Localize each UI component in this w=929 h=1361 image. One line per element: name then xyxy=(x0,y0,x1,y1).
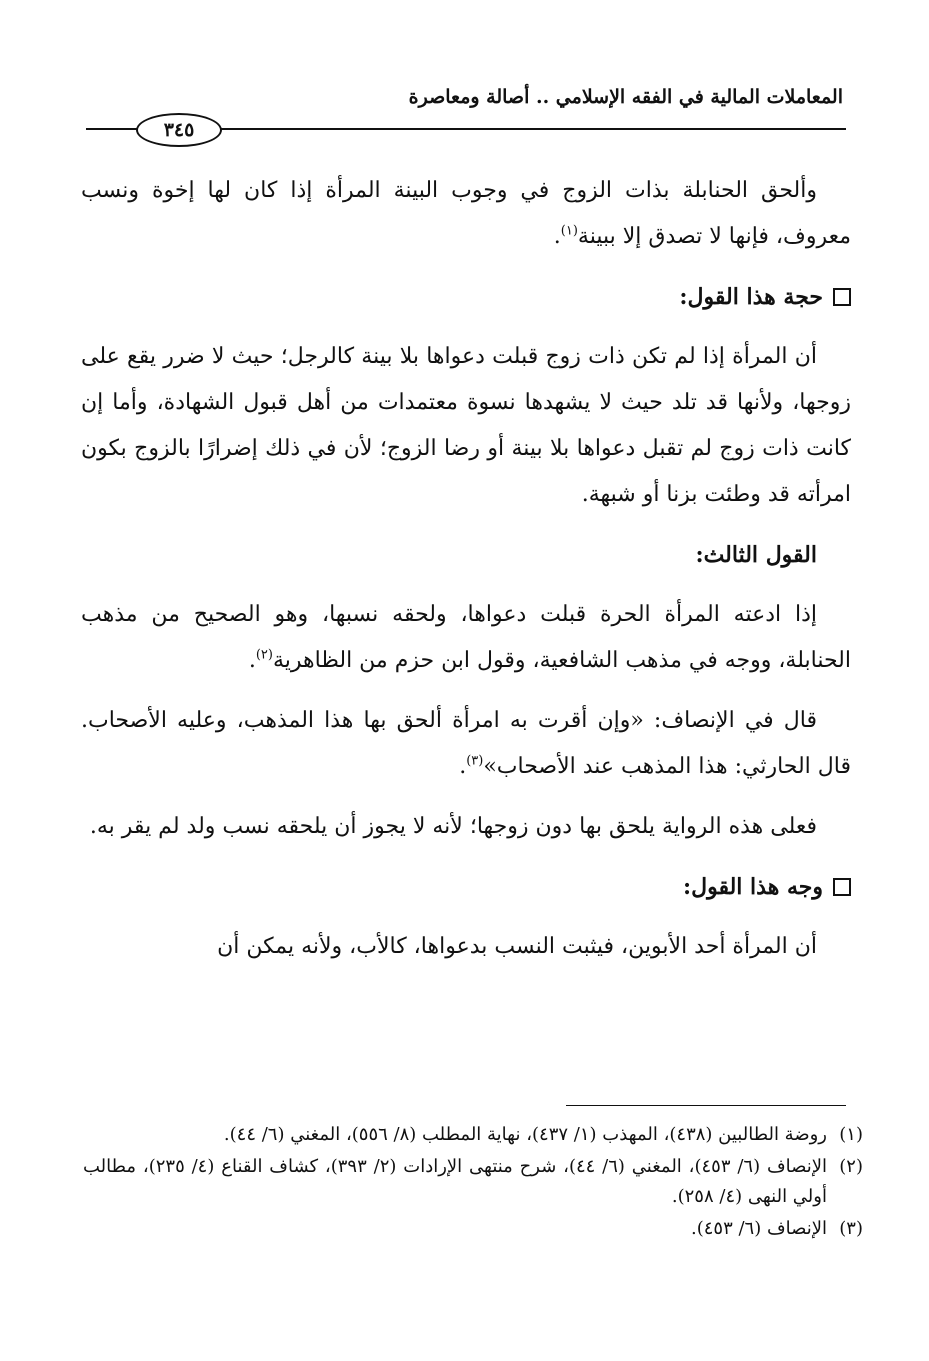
paragraph-3 xyxy=(81,592,851,684)
footnote-ref-3[interactable]: (٣) xyxy=(466,753,484,769)
section-heading-argument xyxy=(81,274,851,320)
section-heading-third-opinion xyxy=(81,532,851,578)
footnote-text: الإنصاف (٦/ ٤٥٣)، المغني (٦/ ٤٤)، شرح منتهى الإرادات (٢/ ٣٩٣)، كشاف القناع (٤/ ٢٣٥)، مطالب أولي النهى (٤/ ٢٥٨). xyxy=(83,1156,827,1207)
paragraph-3-text: إذا ادعته المرأة الحرة قبلت دعواها، ولحقه نسبها، وهو الصحيح من مذهب الحنابلة، ووجه في مذهب الشافعية، وقول ابن حزم من الظاهرية xyxy=(81,602,851,673)
paragraph-2: أن المرأة إذا لم تكن ذات زوج قبلت دعواها بلا بينة كالرجل؛ حيث لا ضرر يقع على زوجها، ولأنها قد تلد حيث لا يشهدها نسوة معتمدات من أهل قبول الشهادة، وأما إن كانت ذات زوج لم تقبل دعواها بلا بينة أو رضا الزوج؛ لأن في ذلك إضرارًا بالزوج بكون امرأته قد وطئت بزنا أو شبهة. xyxy=(81,344,851,507)
footnote-text: روضة الطالبين (٤٣٨)، المهذب (١/ ٤٣٧)، نهاية المطلب (٨/ ٥٥٦)، المغني (٦/ ٤٤). xyxy=(223,1124,827,1145)
paragraph-4 xyxy=(81,698,851,790)
paragraph-6: أن المرأة أحد الأبوين، فيثبت النسب بدعواها، كالأب، ولأنه يمكن أن xyxy=(217,934,817,959)
paragraph-3-end: . xyxy=(248,648,256,673)
checkbox-square-icon xyxy=(833,878,851,896)
running-title: المعاملات المالية في الفقه الإسلامي .. أصالة ومعاصرة xyxy=(408,86,843,108)
footnote-text: الإنصاف (٦/ ٤٥٣). xyxy=(690,1218,827,1239)
footnote-ref-1[interactable]: (١) xyxy=(560,223,578,239)
paragraph-4-text: قال في الإنصاف: «وإن أقرت به امرأة ألحق بها هذا المذهب، وعليه الأصحاب. قال الحارثي: هذا المذهب عند الأصحاب» xyxy=(81,708,851,779)
section-heading-reasoning xyxy=(81,864,851,910)
footnote-3 xyxy=(83,1214,863,1244)
footnote-number: (٢) xyxy=(839,1156,863,1177)
footnote-separator xyxy=(566,1105,846,1106)
checkbox-square-icon xyxy=(833,288,851,306)
footnote-number: (٣) xyxy=(839,1218,863,1239)
paragraph-4-end: . xyxy=(459,754,467,779)
section-heading-third-opinion-text: القول الثالث: xyxy=(695,542,817,568)
paragraph-1 xyxy=(81,168,851,260)
footnotes xyxy=(83,1120,863,1246)
paragraph-5: فعلى هذه الرواية يلحق بها دون زوجها؛ لأنه لا يجوز أن يلحقه نسب ولد لم يقر به. xyxy=(89,814,817,839)
section-heading-argument-text: حجة هذا القول: xyxy=(679,284,823,310)
section-heading-reasoning-text: وجه هذا القول: xyxy=(682,874,823,900)
footnote-2 xyxy=(83,1152,863,1212)
footnote-1 xyxy=(83,1120,863,1150)
footnote-number: (١) xyxy=(839,1124,863,1145)
body-text xyxy=(81,168,851,984)
footnote-ref-2[interactable]: (٢) xyxy=(255,647,273,663)
page-number: ٣٤٥ xyxy=(136,113,222,147)
paragraph-1-end: . xyxy=(553,224,561,249)
paragraph-1-text: وألحق الحنابلة بذات الزوج في وجوب البينة المرأة إذا كان لها إخوة ونسب معروف، فإنها لا تصدق إلا ببينة xyxy=(81,178,851,249)
